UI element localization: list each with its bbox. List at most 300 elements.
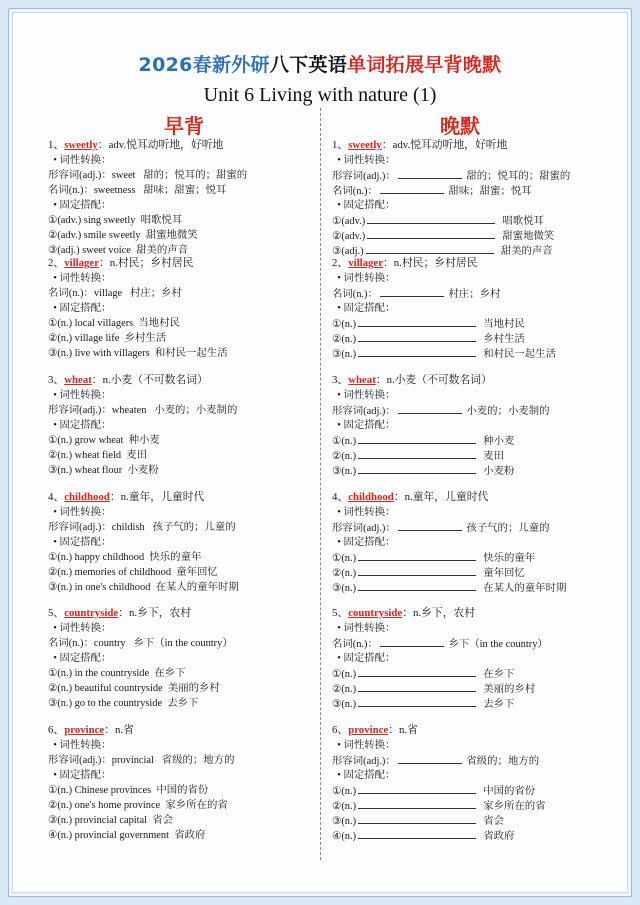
collocation-line [332,696,612,711]
word-form-line [48,403,312,418]
vocab-entry [48,606,312,711]
part-of-speech: 名词(n.)： [332,639,378,650]
conversion-label [332,738,612,753]
phrase-marker: ③(adj.) [332,246,364,257]
phrase-marker: ③(n.) [48,582,73,593]
conversion-label-text: • 词性转换： [53,507,112,518]
headword-definition: ：n.童年，儿童时代 [109,491,205,503]
answer-blank[interactable] [398,753,462,764]
conversion-label-text: • 词性转换： [53,273,112,284]
title-year: 2026 [138,54,193,76]
collocation-line [332,580,612,595]
answer-blank[interactable] [398,168,462,179]
headword: wheat [64,374,92,386]
phrase-chinese: 甜美的声音 [500,246,553,257]
entry-number: 1、 [332,139,349,151]
headword: wheat [348,374,376,386]
collocation-line [48,828,312,843]
answer-blank[interactable] [358,316,476,327]
collocation-line [332,813,612,828]
phrase-marker: ①(n.) [332,786,357,797]
headword: villager [348,257,383,269]
phrase-marker: ③(n.) [332,349,357,360]
conversion-label [332,388,612,403]
page-title [0,50,640,77]
word-form: provincial [111,755,154,766]
phrase-english: one's home province [74,800,161,811]
conversion-label-text: • 词性转换： [53,155,112,166]
phrase-english: beautiful countryside [74,683,163,694]
conversion-label-text: • 词性转换： [53,623,112,634]
phrase-marker: ③(n.) [48,698,73,709]
word-form-meaning: 乡下（in the country） [448,639,548,650]
part-of-speech: 形容词(adj.)： [48,405,112,416]
answer-blank[interactable] [358,783,476,794]
phrase-chinese: 童年回忆 [176,567,218,578]
phrase-chinese: 麦田 [126,450,148,461]
collocation-line [48,346,312,361]
collocation-line [332,565,612,580]
collocation-label [48,198,312,213]
vocab-entry [332,373,612,478]
collocation-label [48,651,312,666]
phrase-marker: ①(adv.) [332,216,366,227]
word-form-meaning: 孩子气的；儿童的 [152,522,236,533]
phrase-chinese: 省会 [152,815,174,826]
phrase-english: wheat flour [74,465,123,476]
collocation-line [48,783,312,798]
answer-blank[interactable] [398,403,462,414]
entry-number: 3、 [48,374,65,386]
headword: countryside [64,607,119,619]
vocab-entry [48,256,312,361]
headword-definition: ：n.乡下，农村 [402,607,476,619]
phrase-english: grow wheat [74,435,124,446]
conversion-label-text: • 词性转换： [337,390,396,401]
phrase-chinese: 家乡所在的省 [165,800,228,811]
conversion-label-text: • 词性转换： [53,390,112,401]
entry-headword [332,138,612,153]
entry-number: 4、 [332,491,349,503]
phrase-chinese: 中国的省份 [156,785,209,796]
word-form-line [48,183,312,198]
headword: villager [64,257,99,269]
phrase-english: provincial capital [74,815,148,826]
word-form: sweet [111,170,136,181]
part-of-speech: 形容词(adj.)： [332,756,396,767]
phrase-marker: ②(adv.) [332,231,366,242]
word-form-line [48,753,312,768]
phrase-chinese: 在乡下 [483,669,515,680]
collocation-line [332,550,612,565]
headword-definition: ：adv.悦耳动听地，好听地 [97,139,224,151]
entry-headword [332,256,612,271]
conversion-label-text: • 词性转换： [337,740,396,751]
collocation-line [48,213,312,228]
word-form: sweetness [93,185,136,196]
phrase-marker: ①(n.) [48,668,73,679]
phrase-marker: ②(n.) [332,451,357,462]
phrase-marker: ①(n.) [332,553,357,564]
collocation-label-text: • 固定搭配： [337,537,396,548]
phrase-english: sweet voice [82,245,131,256]
entry-number: 3、 [332,374,349,386]
phrase-marker: ①(n.) [48,785,73,796]
headword: countryside [348,607,403,619]
collocation-line [48,813,312,828]
conversion-label [48,621,312,636]
phrase-marker: ②(n.) [332,334,357,345]
entry-headword [48,373,312,388]
collocation-line [332,331,612,346]
answer-blank[interactable] [380,636,444,647]
phrase-marker: ③(n.) [48,348,73,359]
word-form-line [48,168,312,183]
headword-definition: ：n.小麦（不可数名词） [375,374,492,386]
answer-blank[interactable] [358,696,476,707]
answer-blank[interactable] [380,183,444,194]
phrase-marker: ②(n.) [332,684,357,695]
collocation-line [48,696,312,711]
entry-number: 2、 [332,257,349,269]
phrase-chinese: 去乡下 [167,698,199,709]
phrase-marker: ③(n.) [48,465,73,476]
part-of-speech: 名词(n.)： [48,288,94,299]
phrase-chinese: 甜蜜地微笑 [145,230,198,241]
word-form-line [48,636,312,651]
answer-blank[interactable] [358,448,476,459]
phrase-marker: ③(n.) [332,466,357,477]
phrase-english: sing sweetly [83,215,136,226]
conversion-label [332,153,612,168]
phrase-marker: ②(n.) [48,800,73,811]
phrase-chinese: 去乡下 [483,699,515,710]
collocation-label [332,198,612,213]
headword-definition: ：n.小麦（不可数名词） [91,374,208,386]
phrase-marker: ②(n.) [332,801,357,812]
word-form-meaning: 乡下（in the country） [133,638,233,649]
phrase-marker: ①(n.) [332,436,357,447]
phrase-english: go to the countryside [74,698,163,709]
word-form-line [332,636,612,651]
collocation-line [48,433,312,448]
phrase-chinese: 省会 [483,816,505,827]
phrase-chinese: 在乡下 [154,668,186,679]
collocation-label [332,418,612,433]
phrase-chinese: 甜美的声音 [136,245,189,256]
conversion-label [332,621,612,636]
part-of-speech: 形容词(adj.)： [48,170,112,181]
answer-blank[interactable] [358,331,476,342]
collocation-label-text: • 固定搭配： [337,770,396,781]
answer-blank[interactable] [358,565,476,576]
phrase-english: in the countryside [74,668,150,679]
headword-definition: ：n.省 [104,724,134,736]
phrase-marker: ②(n.) [48,333,73,344]
collocation-line [48,565,312,580]
phrase-marker: ①(n.) [332,319,357,330]
answer-blank[interactable] [358,666,476,677]
answer-blank[interactable] [358,798,476,809]
entry-headword [48,138,312,153]
word-form-meaning: 孩子气的；儿童的 [466,523,550,534]
headword-definition: ：n.童年，儿童时代 [393,491,489,503]
phrase-chinese: 和村民一起生活 [483,349,556,360]
word-form-line [332,403,612,418]
phrase-chinese: 小麦粉 [127,465,159,476]
answer-blank[interactable] [358,681,476,692]
word-form-line [48,286,312,301]
unit-subtitle: Unit 6 Living with nature (1) [203,84,437,106]
vocab-entry [332,606,612,711]
title-black: 八下英语 [269,54,348,76]
collocation-line [332,316,612,331]
answer-blank[interactable] [366,243,494,254]
phrase-marker: ③(adj.) [48,245,80,256]
part-of-speech: 名词(n.)： [332,289,378,300]
collocation-line [48,666,312,681]
vocab-entry [332,138,612,258]
column-divider [320,108,321,860]
entry-number: 4、 [48,491,65,503]
phrase-marker: ①(n.) [48,435,73,446]
phrase-english: wheat field [74,450,122,461]
part-of-speech: 形容词(adj.)： [48,755,112,766]
vocab-entry [48,723,312,843]
answer-blank[interactable] [358,346,476,357]
answer-blank[interactable] [358,828,476,839]
collocation-label-text: • 固定搭配： [337,303,396,314]
conversion-label [48,271,312,286]
collocation-line [332,681,612,696]
part-of-speech: 名词(n.)： [332,186,378,197]
collocation-line [332,463,612,478]
collocation-line [332,228,612,243]
word-form: childish [111,522,145,533]
collocation-line [48,228,312,243]
collocation-line [332,448,612,463]
column-heading-morning: 早背 [164,114,204,138]
vocab-entry [48,138,312,258]
conversion-label [332,505,612,520]
headword: childhood [348,491,394,503]
collocation-line [332,666,612,681]
conversion-label-text: • 词性转换： [337,273,396,284]
phrase-chinese: 种小麦 [483,436,515,447]
collocation-label-text: • 固定搭配： [337,420,396,431]
word-form: village [93,288,123,299]
phrase-marker: ③(n.) [332,699,357,710]
word-form-line [332,753,612,768]
word-form-line [48,520,312,535]
word-form: country [93,638,126,649]
conversion-label [48,738,312,753]
conversion-label [48,153,312,168]
collocation-label-text: • 固定搭配： [53,770,112,781]
part-of-speech: 名词(n.)： [48,185,94,196]
phrase-marker: ③(n.) [332,816,357,827]
word-form-meaning: 甜的；悦耳的；甜蜜的 [143,170,248,181]
headword-definition: ：adv.悦耳动听地，好听地 [381,139,508,151]
phrase-chinese: 省政府 [174,830,206,841]
word-form-meaning: 甜的；悦耳的；甜蜜的 [466,171,571,182]
conversion-label [48,388,312,403]
title-blue: 春新外研 [192,54,270,76]
collocation-label [332,535,612,550]
answer-blank[interactable] [358,433,476,444]
collocation-label [48,418,312,433]
entry-number: 2、 [48,257,65,269]
collocation-line [332,213,612,228]
collocation-label-text: • 固定搭配： [53,200,112,211]
phrase-chinese: 唱歌悦耳 [502,216,544,227]
entry-number: 5、 [332,607,349,619]
phrase-chinese: 在某人的童年时期 [483,583,567,594]
phrase-chinese: 唱歌悦耳 [140,215,183,226]
phrase-marker: ②(n.) [332,568,357,579]
phrase-english: village life [74,333,120,344]
headword: province [64,724,105,736]
part-of-speech: 形容词(adj.)： [332,171,396,182]
headword: childhood [64,491,110,503]
conversion-label [48,505,312,520]
phrase-chinese: 快乐的童年 [149,552,202,563]
phrase-chinese: 美丽的乡村 [483,684,536,695]
phrase-chinese: 小麦粉 [483,466,515,477]
collocation-line [332,346,612,361]
phrase-chinese: 美丽的乡村 [167,683,220,694]
word-form-meaning: 村庄；乡村 [129,288,182,299]
phrase-chinese: 当地村民 [138,318,180,329]
collocation-label-text: • 固定搭配： [337,653,396,664]
answer-blank[interactable] [380,286,444,297]
entry-headword [48,606,312,621]
answer-blank[interactable] [398,520,462,531]
collocation-line [332,798,612,813]
phrase-marker: ②(n.) [48,567,73,578]
word-form-meaning: 村庄；乡村 [448,289,501,300]
collocation-line [332,433,612,448]
collocation-line [48,681,312,696]
collocation-line [48,798,312,813]
phrase-marker: ③(n.) [48,815,73,826]
phrase-chinese: 省政府 [483,831,515,842]
phrase-chinese: 种小麦 [128,435,160,446]
collocation-line [48,316,312,331]
phrase-english: happy childhood [74,552,145,563]
phrase-chinese: 甜蜜地微笑 [502,231,555,242]
entry-number: 1、 [48,139,65,151]
word-form-line [332,168,612,183]
phrase-chinese: 乡村生活 [483,334,525,345]
word-form-meaning: 甜味；甜蜜；悦耳 [143,185,227,196]
word-form: wheaten [111,405,147,416]
headword-definition: ：n.村民；乡村居民 [98,257,194,269]
collocation-line [48,331,312,346]
phrase-marker: ②(n.) [48,450,73,461]
phrase-english: Chinese provinces [74,785,152,796]
conversion-label [332,271,612,286]
headword: sweetly [64,139,98,151]
phrase-chinese: 童年回忆 [483,568,525,579]
entry-headword [48,256,312,271]
word-form-line [332,286,612,301]
phrase-marker: ②(n.) [48,683,73,694]
collocation-label-text: • 固定搭配： [53,420,112,431]
answer-blank[interactable] [358,463,476,474]
part-of-speech: 形容词(adj.)： [332,406,396,417]
vocab-entry [48,490,312,595]
word-form-meaning: 小麦的；小麦制的 [466,406,550,417]
collocation-label-text: • 固定搭配： [53,537,112,548]
headword: sweetly [348,139,382,151]
collocation-line [48,580,312,595]
phrase-chinese: 麦田 [483,451,505,462]
collocation-line [332,828,612,843]
collocation-label [48,535,312,550]
answer-blank[interactable] [358,550,476,561]
collocation-label [332,768,612,783]
conversion-label-text: • 词性转换： [337,507,396,518]
phrase-english: memories of childhood [74,567,172,578]
word-form-meaning: 省级的；地方的 [161,755,235,766]
collocation-label [48,301,312,316]
entry-headword [48,490,312,505]
word-form-line [332,183,612,198]
phrase-marker: ①(n.) [48,318,73,329]
headword-definition: ：n.村民；乡村居民 [382,257,478,269]
vocab-entry [48,373,312,478]
vocab-entry [332,723,612,843]
phrase-marker: ①(n.) [48,552,73,563]
collocation-label-text: • 固定搭配： [53,653,112,664]
answer-blank[interactable] [367,213,495,224]
answer-blank[interactable] [358,813,476,824]
entry-headword [332,490,612,505]
collocation-label-text: • 固定搭配： [53,303,112,314]
entry-number: 6、 [48,724,65,736]
vocab-entry [332,256,612,361]
phrase-chinese: 乡村生活 [124,333,167,344]
collocation-line [48,550,312,565]
headword: province [348,724,389,736]
entry-headword [332,373,612,388]
phrase-marker: ②(adv.) [48,230,82,241]
column-heading-evening: 晚默 [440,114,480,138]
phrase-chinese: 中国的省份 [483,786,536,797]
phrase-chinese: 在某人的童年时期 [155,582,239,593]
answer-blank[interactable] [367,228,495,239]
phrase-english: in one's childhood [74,582,151,593]
collocation-label-text: • 固定搭配： [337,200,396,211]
word-form-meaning: 小麦的；小麦制的 [154,405,238,416]
entry-number: 5、 [48,607,65,619]
vocab-entry [332,490,612,595]
phrase-chinese: 家乡所在的省 [483,801,546,812]
collocation-line [48,463,312,478]
answer-blank[interactable] [358,580,476,591]
phrase-chinese: 和村民一起生活 [154,348,228,359]
part-of-speech: 名词(n.)： [48,638,94,649]
part-of-speech: 形容词(adj.)： [332,523,396,534]
word-form-line [332,520,612,535]
entry-number: 6、 [332,724,349,736]
phrase-chinese: 快乐的童年 [483,553,536,564]
phrase-english: smile sweetly [83,230,141,241]
collocation-label [48,768,312,783]
entry-headword [332,723,612,738]
phrase-english: provincial government [74,830,169,841]
